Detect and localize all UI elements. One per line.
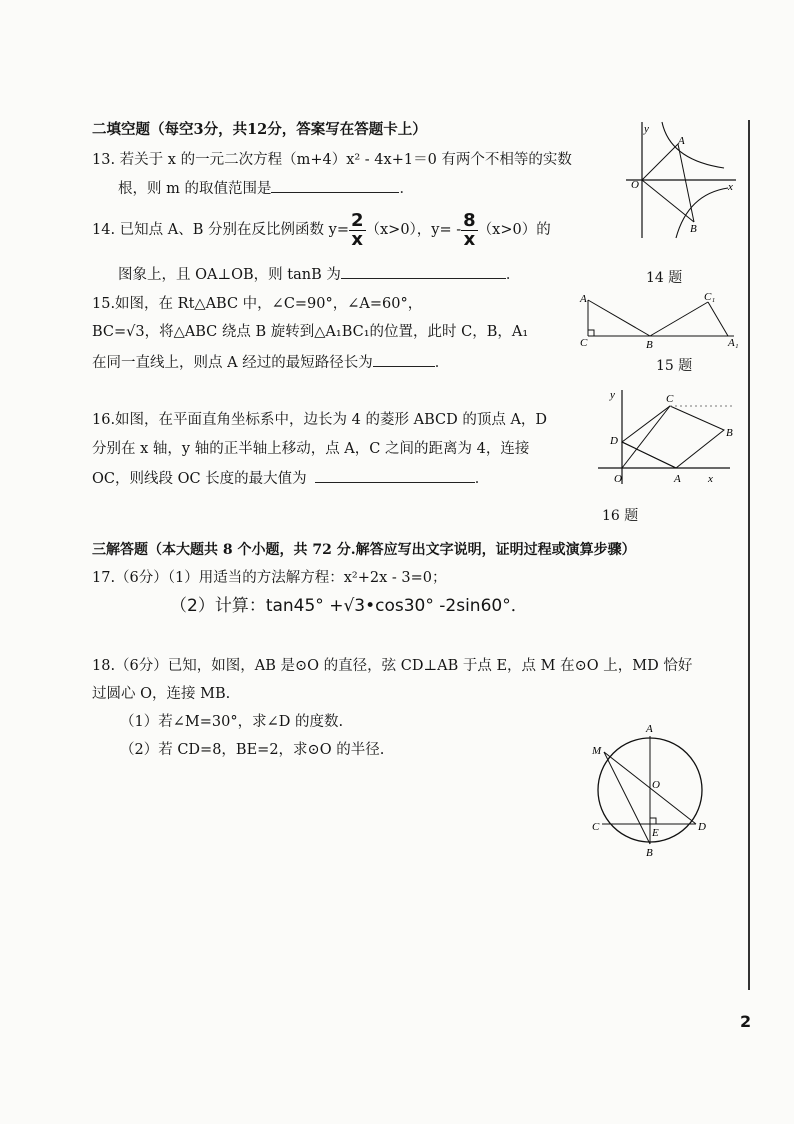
fig15-label-a1: A₁: [728, 337, 739, 349]
q15-answer-blank: [373, 352, 435, 367]
right-margin-rule: [748, 120, 750, 990]
q14-fraction-1: [349, 209, 366, 250]
fig16-label-b: B: [726, 427, 733, 439]
q14-frac1-denominator: x: [351, 228, 364, 250]
q14-line2: 图象上，且 OA⊥OB，则 tanB 为 ．: [118, 264, 520, 285]
fig18-label-a: A: [646, 723, 653, 735]
fig15-label-a: A: [580, 293, 587, 305]
q15-line2: BC=√3，将△ABC 绕点 B 旋转到△A₁BC₁的位置，此时 C，B，A₁: [92, 324, 529, 340]
figure-18: [586, 718, 716, 862]
fig18-label-m: M: [592, 745, 602, 757]
q14-frac2-denominator: x: [463, 228, 476, 250]
fig14-label-y: y: [644, 123, 649, 135]
q14-line2-text: 图象上，且 OA⊥OB，则 tanB 为: [118, 267, 341, 283]
fig14-segment-oa: [642, 144, 678, 180]
fig15-segment-ab: [588, 300, 650, 336]
fig18-label-d: D: [698, 821, 706, 833]
fig16-label-x: x: [708, 473, 713, 485]
fig15-right-angle-c: [588, 330, 594, 336]
q18-line1: 18.（6分）已知，如图，AB 是⊙O 的直径，弦 CD⊥AB 于点 E，点 M 在⊙O 上，MD 恰好: [92, 658, 693, 674]
fig18-label-e: E: [652, 827, 659, 839]
q15-line3-text: 在同一直线上，则点 A 经过的最短路径长为: [92, 355, 373, 371]
fig15-label-b: B: [646, 339, 653, 350]
q14-answer-blank: [341, 264, 506, 279]
q17-line2: （2）计算：tan45° +√3•cos30° -2sin60°．: [170, 596, 528, 616]
section2-title: 二填空题（每空3分，共12分，答案写在答题卡上）: [92, 121, 427, 138]
fig18-label-c: C: [592, 821, 600, 833]
q13-answer-blank: [271, 178, 399, 193]
fig18-segment-mb: [604, 752, 650, 844]
q15-line1: 15.如图，在 Rt△ABC 中，∠C=90°，∠A=60°，: [92, 296, 423, 312]
fig16-label-d: D: [610, 435, 618, 447]
fig16-rhombus: [622, 406, 724, 468]
section3-title: 三解答题（本大题共 8 个小题，共 72 分.解答应写出文字说明，证明过程或演算步骤）: [92, 542, 636, 558]
q17-line1: 17.（6分）（1）用适当的方法解方程：x²+2x - 3=0；: [92, 570, 447, 586]
q14-suffix: （x>0）的: [477, 222, 551, 238]
fig18-right-angle-e: [650, 818, 656, 824]
q14-line1: [92, 210, 551, 250]
fig15-segment-c1a1: [708, 302, 728, 336]
q13-line1: 13. 若关于 x 的一元二次方程（m+4）x² - 4x+1＝0 有两个不相等的实数: [92, 152, 572, 168]
q14-fraction-2: [461, 209, 478, 250]
fig16-segment-da: [622, 442, 676, 468]
fig15-label-c: C: [580, 337, 588, 349]
q14-mid: （x>0），y= -: [365, 222, 462, 238]
fig14-label-b: B: [690, 223, 697, 235]
fig14-label-o: O: [631, 179, 639, 191]
q13-line2-text: 根，则 m 的取值范围是: [118, 181, 272, 197]
fig16-label-o: O: [614, 473, 622, 485]
figure-16: [594, 386, 740, 490]
fig18-label-b: B: [646, 847, 653, 859]
fig14-curve-negative: [676, 188, 728, 238]
q16-answer-blank: [315, 468, 475, 483]
fig16-label-y: y: [610, 389, 615, 401]
q18-line2: 过圆心 O，连接 MB.: [92, 686, 231, 702]
figure-14: [618, 118, 740, 244]
fig18-label-o: O: [652, 779, 660, 791]
figure-15: [578, 292, 740, 350]
q16-line3: OC，则线段 OC 长度的最大值为 ．: [92, 468, 489, 489]
q14-prefix: 14. 已知点 A、B 分别在反比例函数 y=: [92, 222, 349, 238]
fig14-caption: 14 题: [646, 270, 683, 286]
fig16-caption: 16 题: [602, 508, 639, 524]
fig15-label-c1: C₁: [704, 292, 716, 303]
fig15-caption: 15 题: [656, 358, 693, 374]
fig14-label-a: A: [678, 135, 685, 147]
fig14-label-x: x: [728, 181, 733, 193]
q18-sub1: （1）若∠M=30°，求∠D 的度数.: [120, 714, 344, 730]
q16-line2: 分别在 x 轴，y 轴的正半轴上移动，点 A，C 之间的距离为 4，连接: [92, 441, 530, 457]
q13-line2: 根，则 m 的取值范围是 ．: [118, 178, 414, 199]
q18-sub2: （2）若 CD=8，BE=2，求⊙O 的半径.: [120, 742, 385, 758]
fig15-segment-bc1: [650, 302, 708, 336]
fig16-label-a: A: [674, 473, 681, 485]
q16-line1: 16.如图，在平面直角坐标系中，边长为 4 的菱形 ABCD 的顶点 A，D: [92, 412, 548, 428]
fig16-label-c: C: [666, 393, 674, 405]
q14-frac2-numerator: 8: [463, 209, 476, 231]
q15-line3: 在同一直线上，则点 A 经过的最短路径长为 ．: [92, 352, 449, 373]
page-number: 2: [740, 1012, 752, 1031]
q14-frac1-numerator: 2: [350, 209, 364, 231]
q16-line3-text: OC，则线段 OC 长度的最大值为: [92, 471, 307, 487]
fig14-curve-positive: [662, 122, 724, 168]
